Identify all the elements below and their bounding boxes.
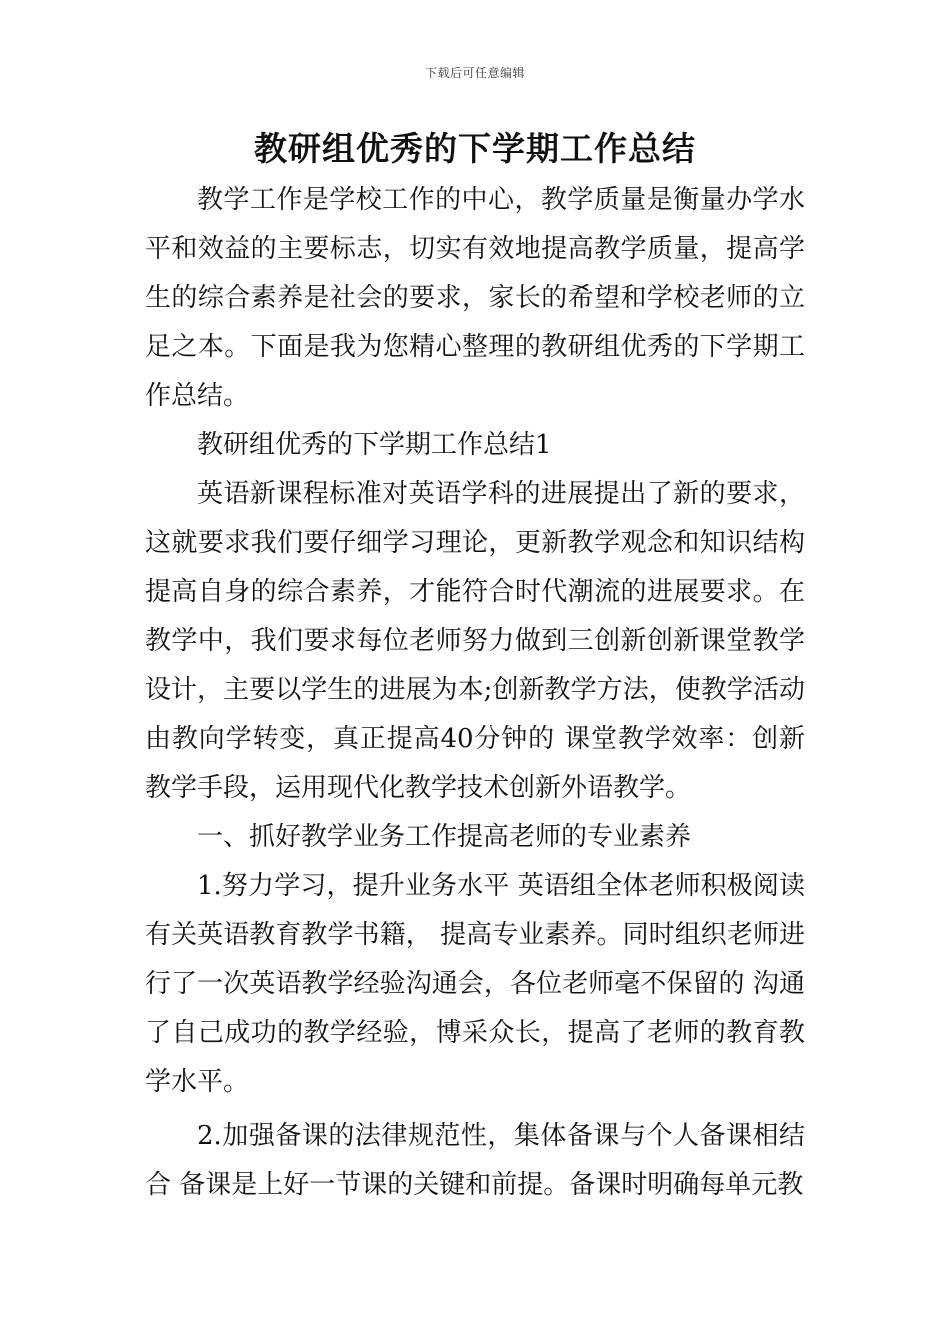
paragraph-item-2: 2.加强备课的法律规范性，集体备课与个人备课相结合 备课是上好一节课的关键和前提。备课时明确每单元教 — [145, 1121, 805, 1200]
header-note: 下载后可任意编辑 — [424, 66, 525, 80]
document-body — [145, 176, 805, 1210]
paragraph-english-curriculum: 英语新课程标准对英语学科的进展提出了新的要求，这就要求我们要仔细学习理论，更新教学观念和知识结构提高自身的综合素养，才能符合时代潮流的进展要求。在教学中，我们要求每位老师努力做到三创新创新课堂教学设计，主要以学生的进展为本;创新教学方法，使教学活动由教向学转变，真正提高40分钟的 课堂教学效率：创新教学手段，运用现代化教学技术创新外语教学。 — [145, 479, 805, 803]
section-heading-one: 一、抓好教学业务工作提高老师的专业素养 — [197, 822, 692, 852]
paragraph-intro: 教学工作是学校工作的中心，教学质量是衡量办学水平和效益的主要标志，切实有效地提高教学质量，提高学生的综合素养是社会的要求，家长的希望和学校老师的立足之本。下面是我为您精心整理的教研组优秀的下学期工作总结。 — [145, 185, 805, 411]
paragraph-subtitle: 教研组优秀的下学期工作总结1 — [197, 430, 552, 460]
document-title: 教研组优秀的下学期工作总结 — [254, 129, 696, 168]
paragraph-item-1: 1.努力学习，提升业务水平 英语组全体老师积极阅读有关英语教育教学书籍， 提高专业素养。同时组织老师进行了一次英语教学经验沟通会，各位老师毫不保留的 沟通了自己成功的教学经验，博采众长，提高了老师的教育教学水平。 — [145, 871, 805, 1097]
